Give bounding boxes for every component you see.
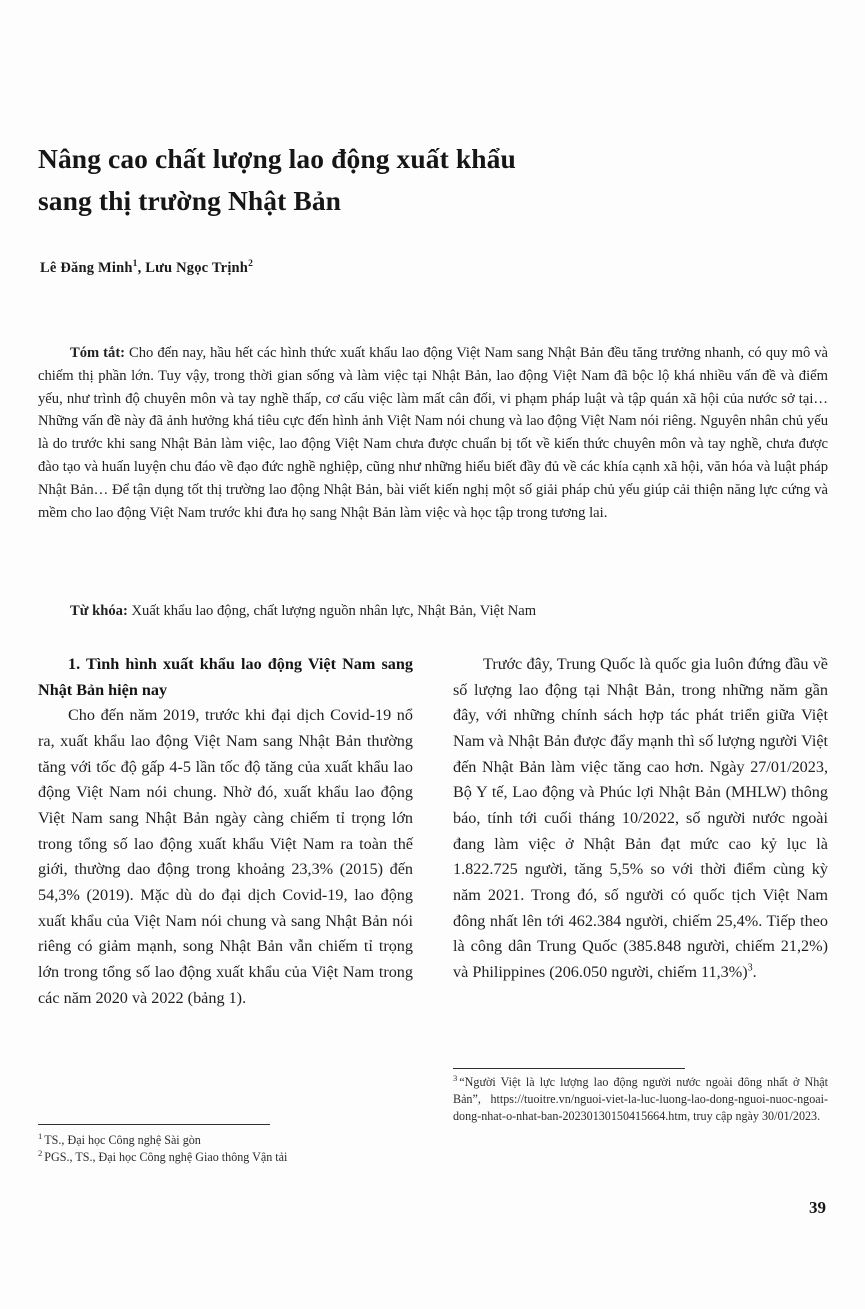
footnote-separator-right bbox=[453, 1068, 685, 1069]
footnote-item bbox=[38, 1132, 413, 1149]
right-column-paragraph-1 bbox=[453, 652, 828, 986]
footnote-item bbox=[453, 1074, 828, 1125]
footnotes-left bbox=[38, 1132, 413, 1166]
body-columns bbox=[38, 652, 828, 1052]
abstract-paragraph bbox=[38, 342, 828, 525]
footnote-text: PGS., TS., Đại học Công nghệ Giao thông Vận tải bbox=[44, 1149, 288, 1164]
keywords-label: Từ khóa: bbox=[70, 603, 128, 619]
abstract-block bbox=[38, 342, 828, 525]
author-list bbox=[40, 260, 253, 277]
author-separator: , bbox=[137, 260, 146, 276]
abstract-text: Cho đến nay, hầu hết các hình thức xuất khẩu lao động Việt Nam sang Nhật Bản đều tăng trưởng nhanh, có quy mô và chiếm thị phần lớn. Tuy vậy, trong thời gian sống và làm việc tại Nhật Bản, lao động Việt Nam đã bộc lộ khá nhiều vấn đề và điểm yếu, như trình độ chuyên môn và tay nghề thấp, cơ cấu việc làm mất cân đối, vi phạm pháp luật và tập quán xã hội của nước sở tại… Những vấn đề này đã ảnh hưởng khá tiêu cực đến hình ảnh Việt Nam nói chung và lao động Việt Nam nói riêng. Nguyên nhân chủ yếu là do trước khi sang Nhật Bản làm việc, lao động Việt Nam chưa được chuẩn bị tốt về kiến thức chuyên môn và tay nghề, chưa được đào tạo và huấn luyện chu đáo về đạo đức nghề nghiệp, cũng như những hiểu biết đầy đủ về các khía cạnh xã hội, văn hóa và luật pháp Nhật Bản… Để tận dụng tốt thị trường lao động Nhật Bản, bài viết kiến nghị một số giải pháp chủ yếu giúp cải thiện năng lực cứng và mềm cho lao động Việt Nam trước khi đưa họ sang Nhật Bản làm việc và học tập trong tương lai. bbox=[38, 345, 828, 521]
footnote-marker: 2 bbox=[38, 1147, 43, 1158]
page-number: 39 bbox=[809, 1198, 826, 1217]
author-name-2: Lưu Ngọc Trịnh bbox=[145, 260, 249, 276]
abstract-label: Tóm tắt: bbox=[70, 345, 126, 361]
footnote-marker: 3 bbox=[453, 1072, 458, 1083]
right-column-paragraph-1-text: Trước đây, Trung Quốc là quốc gia luôn đứng đầu về số lượng lao động tại Nhật Bản, trong những năm gần đây, với những chính sách hợp tác phát triển giữa Việt Nam và Nhật Bản được đẩy mạnh thì số lượng người Việt đến Nhật Bản làm việc tăng cao hơn. Ngày 27/01/2023, Bộ Y tế, Lao động và Phúc lợi Nhật Bản (MHLW) thông báo, tính tới cuối tháng 10/2022, số người nước ngoài đang làm việc ở Nhật Bản đạt mức cao kỷ lục là 1.822.725 người, tăng 5,5% so với thời điểm cùng kỳ năm 2021. Trong đó, số người có quốc tịch Việt Nam đông nhất lên tới 462.384 người, chiếm 25,4%. Tiếp theo là công dân Trung Quốc (385.848 người, chiếm 21,2%) và Philippines (206.050 người, chiếm 11,3%) bbox=[453, 655, 828, 982]
section-heading-1: 1. Tình hình xuất khẩu lao động Việt Nam sang Nhật Bản hiện nay bbox=[38, 655, 413, 699]
keywords-block bbox=[38, 600, 828, 623]
title-line-2: sang thị trường Nhật Bản bbox=[38, 184, 342, 216]
author-name-1: Lê Đăng Minh bbox=[40, 260, 133, 276]
footnote-separator-left bbox=[38, 1124, 270, 1125]
footnotes-right bbox=[453, 1074, 828, 1125]
footnote-reference-3: 3 bbox=[747, 962, 753, 974]
left-column bbox=[38, 652, 413, 1052]
author-footnote-marker-1: 1 bbox=[132, 259, 138, 270]
title-line-1: Nâng cao chất lượng lao động xuất khẩu bbox=[38, 143, 516, 174]
author-footnote-marker-2: 2 bbox=[248, 259, 254, 270]
footnote-item bbox=[38, 1149, 413, 1166]
footnote-marker: 1 bbox=[38, 1130, 43, 1141]
keywords-text: Xuất khẩu lao động, chất lượng nguồn nhân lực, Nhật Bản, Việt Nam bbox=[127, 603, 537, 619]
footnote-text: “Người Việt là lực lượng lao động người nước ngoài đông nhất ở Nhật Bản”, https://tuoitre.vn/nguoi-viet-la-luc-luong-lao-dong-nguoi-nuoc-ngoai-dong-nhat-o-nhat-ban-20230130150415664.htm, truy cập ngày 30/01/2023. bbox=[453, 1075, 828, 1123]
page-content bbox=[38, 0, 828, 1309]
footnote-text: TS., Đại học Công nghệ Sài gòn bbox=[44, 1133, 201, 1147]
right-column-paragraph-1-end: . bbox=[752, 963, 757, 982]
left-column-paragraph-1: Cho đến năm 2019, trước khi đại dịch Covid-19 nổ ra, xuất khẩu lao động Việt Nam sang Nhật Bản thường tăng với tốc độ gấp 4-5 lần tốc độ tăng của xuất khẩu lao động Việt Nam nói chung. Nhờ đó, xuất khẩu lao động Việt Nam sang Nhật Bản ngày càng chiếm tỉ trọng lớn trong tổng số lao động xuất khẩu Việt Nam ra toàn thế giới, thường dao động trong khoảng 23,3% (2015) đến 54,3% (2019). Mặc dù do đại dịch Covid-19, lao động xuất khẩu của Việt Nam nói chung và sang Nhật Bản nói riêng có giảm mạnh, song Nhật Bản vẫn chiếm tỉ trọng lớn trong tổng số lao động xuất khẩu của Việt Nam trong các năm 2020 và 2022 (bảng 1). bbox=[38, 706, 413, 1007]
right-column bbox=[453, 652, 828, 1052]
page-title bbox=[38, 138, 738, 222]
